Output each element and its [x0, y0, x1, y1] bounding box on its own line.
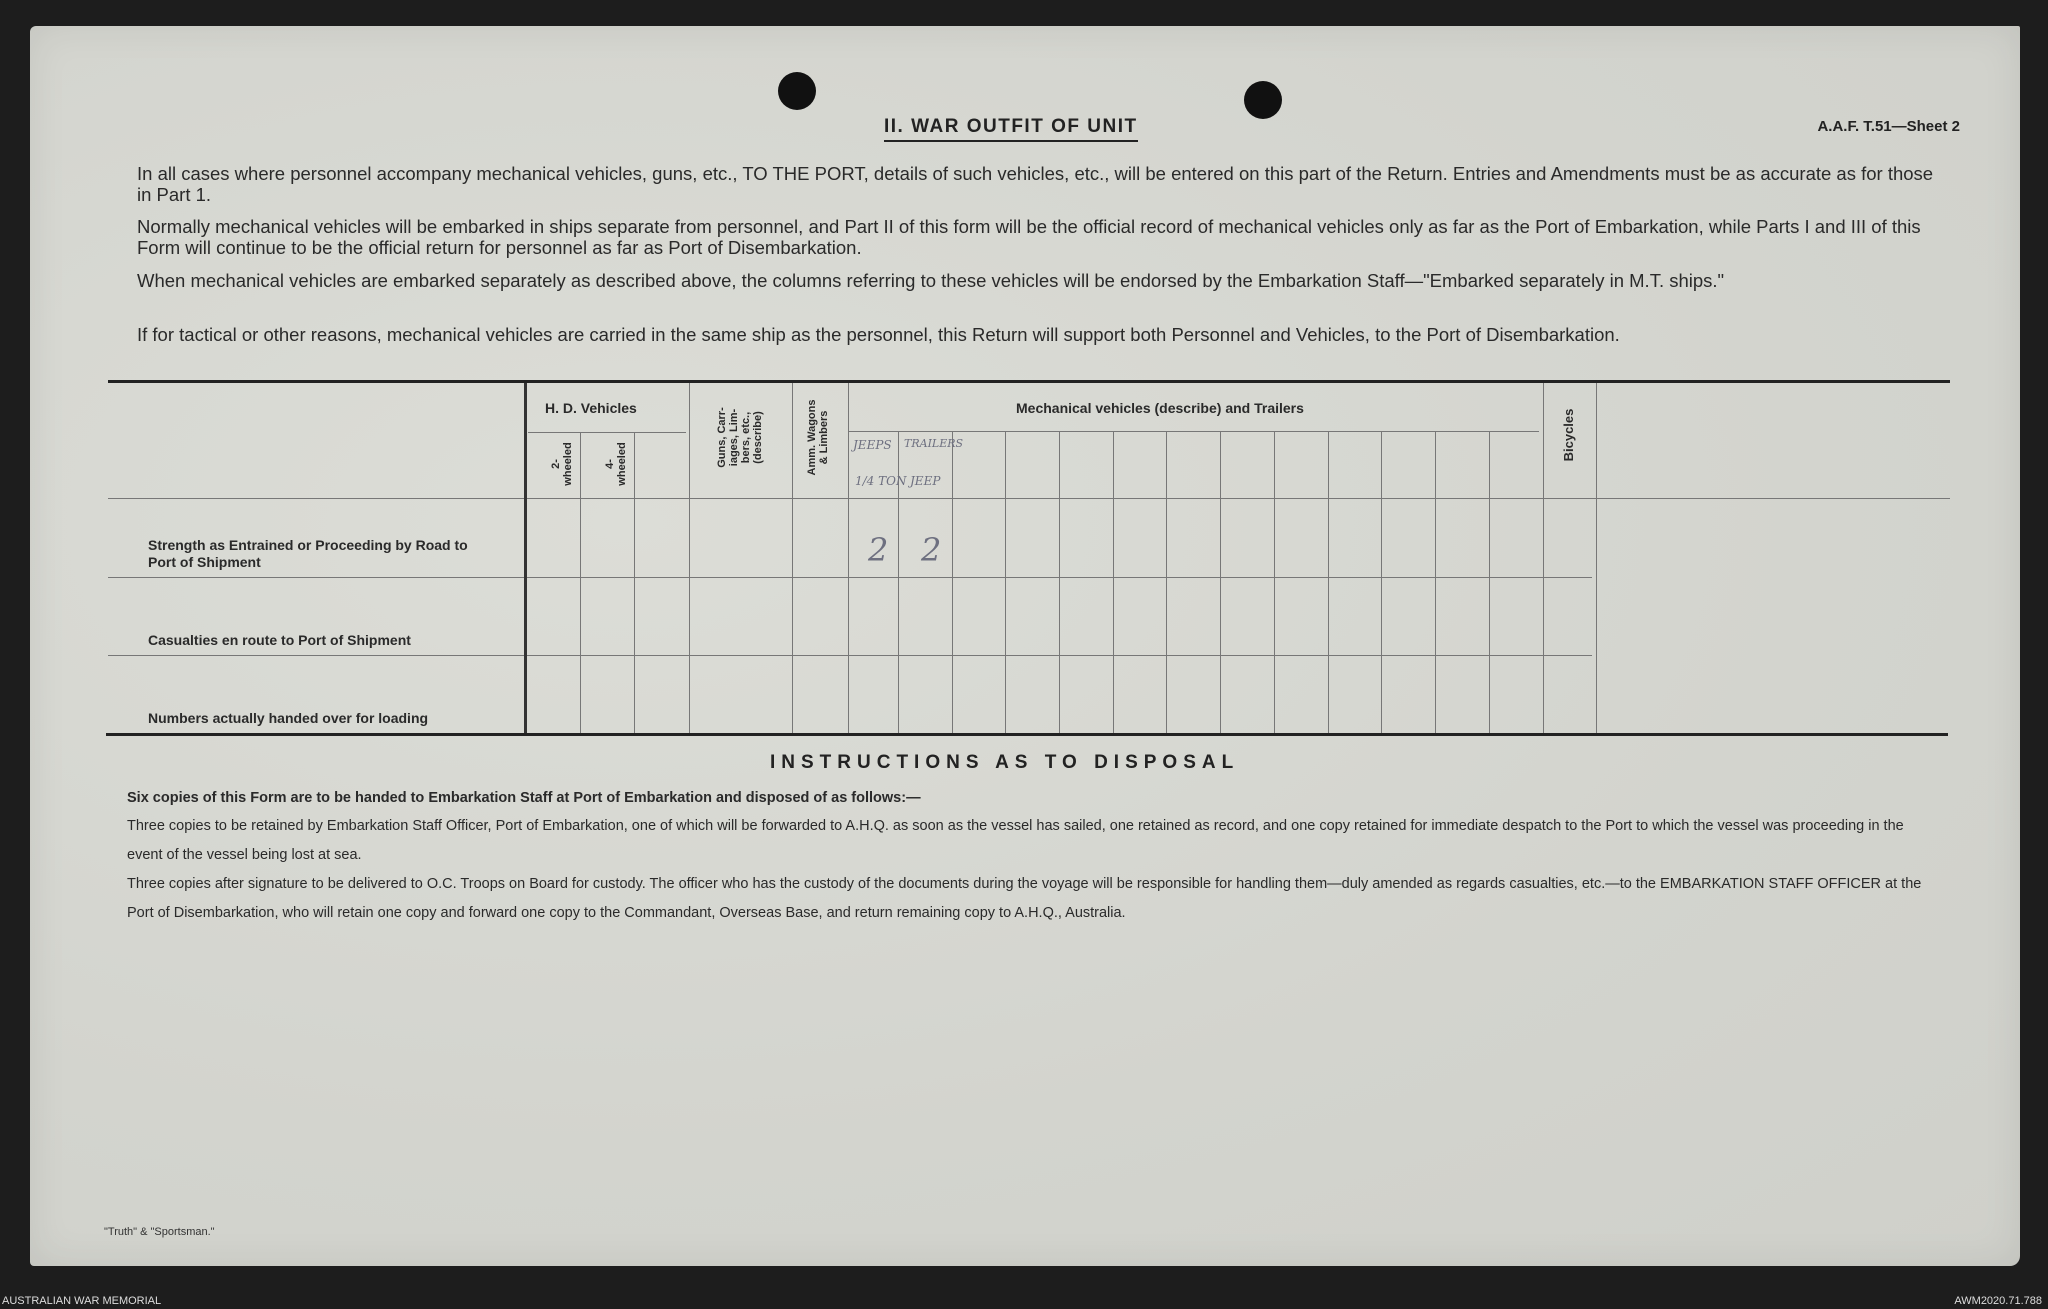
guns-header: Guns, Carr- iages, Lim- bers, etc., (describe)	[716, 407, 764, 468]
handwritten-trailers-count: 2	[921, 531, 942, 569]
mech-vehicles-header: Mechanical vehicles (describe) and Trailers	[1016, 400, 1304, 416]
amm-wagons-header: Amm. Wagons & Limbers	[806, 399, 830, 476]
four-wheeled-header: 4- wheeled	[604, 442, 628, 486]
handwritten-trailers: TRAILERS	[904, 437, 964, 450]
sheet-reference: A.A.F. T.51—Sheet 2	[1817, 118, 1960, 135]
instructions-paragraph-2: Three copies after signature to be delivered to O.C. Troops on Board for custody. The officer who has the custody of the documents during the voyage will be responsible for handling them—duly amended as regards casualties, etc.—to the EMBARKATION STAFF OFFICER at the Port of Disembarkation, who will retain one copy and forward one copy to the Commandant, Overseas Base, and return remaining copy to A.H.Q., Australia.	[127, 876, 1922, 921]
handwritten-jeeps: JEEPS	[853, 438, 892, 452]
handwritten-jeep: JEEP	[910, 474, 941, 488]
intro-paragraph-3: When mechanical vehicles are embarked separately as described above, the columns referring to these vehicles will be endorsed by the Embarkation Staff—"Embarked separately in M.T. ships."	[137, 270, 1725, 291]
footer-archive-name: AUSTRALIAN WAR MEMORIAL	[2, 1295, 162, 1307]
bicycles-header: Bicycles	[1561, 408, 1576, 462]
two-wheeled-header: 2- wheeled	[550, 442, 574, 486]
intro-paragraph-1: In all cases where personnel accompany mechanical vehicles, guns, etc., TO THE PORT, details of such vehicles, etc., will be entered on this part of the Return. Entries and Amendments must be as accurate as for those in Part 1.	[137, 163, 1934, 205]
hd-vehicles-header: H. D. Vehicles	[545, 400, 637, 416]
row-label-strength: Strength as Entrained or Proceeding by Road to Port of Shipment	[148, 537, 468, 570]
instructions-lead: Six copies of this Form are to be handed to Embarkation Staff at Port of Embarkation and disposed of as follows:—	[127, 790, 921, 806]
instructions-title: INSTRUCTIONS AS TO DISPOSAL	[770, 752, 1240, 773]
printer-imprint: "Truth" & "Sportsman."	[104, 1226, 215, 1238]
handwritten-jeeps-count: 2	[868, 531, 889, 569]
intro-paragraph-4: If for tactical or other reasons, mechanical vehicles are carried in the same ship as the personnel, this Return will support both Personnel and Vehicles, to the Port of Disembarkation.	[137, 324, 1620, 345]
form-title: II. WAR OUTFIT OF UNIT	[884, 116, 1138, 142]
row-label-casualties: Casualties en route to Port of Shipment	[148, 632, 411, 648]
row-label-handed-over: Numbers actually handed over for loading	[148, 710, 429, 726]
intro-paragraph-2: Normally mechanical vehicles will be embarked in ships separate from personnel, and Part II of this form will be the official record of mechanical vehicles only as far as the Port of Embarkation, while Parts I and III of this Form will continue to be the official return for personnel as far as Port of Disembarkation.	[137, 216, 1921, 258]
punch-hole-left	[778, 72, 816, 110]
footer-accession-number: AWM2020.71.788	[1954, 1295, 2042, 1307]
instructions-paragraph-1: Three copies to be retained by Embarkation Staff Officer, Port of Embarkation, one of which will be forwarded to A.H.Q. as soon as the vessel has sailed, one retained as record, and one copy retained for immediate despatch to the Port to which the vessel was proceeding in the event of the vessel being lost at sea.	[127, 818, 1904, 863]
handwritten-quarter-ton: 1/4 TON	[855, 474, 907, 488]
punch-hole-right	[1244, 81, 1282, 119]
